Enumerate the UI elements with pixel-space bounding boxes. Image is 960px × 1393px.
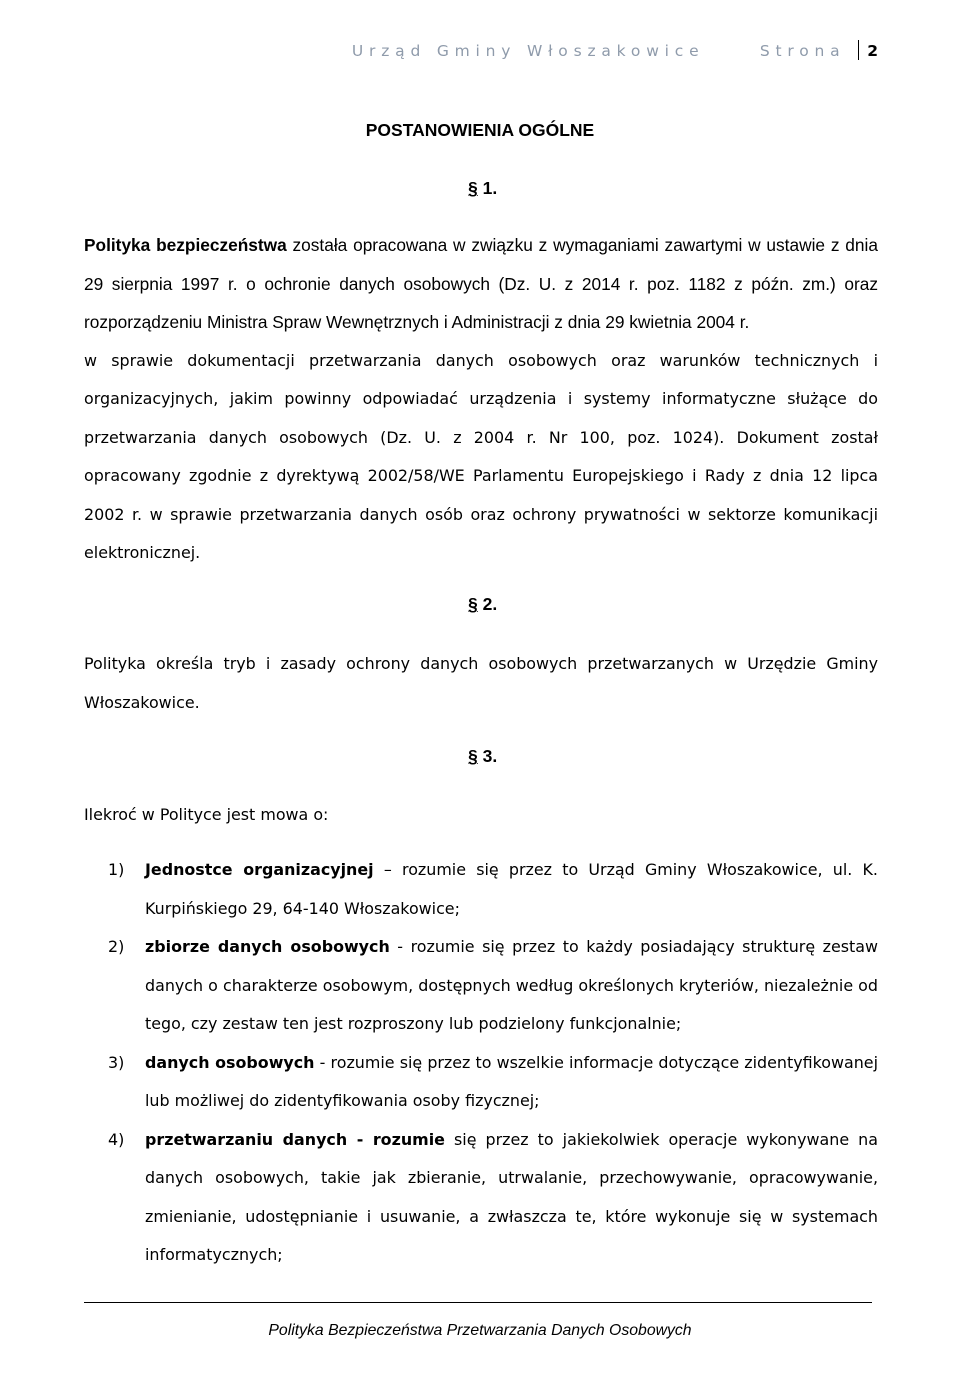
list-item-text: – rozumie się przez to Urząd Gminy Włoszakowice, ul. K. Kurpińskiego 29, 64-140 Włoszakowice; [145, 860, 878, 918]
paragraph-1-text: w sprawie dokumentacji przetwarzania danych osobowych oraz warunków technicznych i organizacyjnych, jakim powinny odpowiadać urządzenia i systemy informatyczne służące do przetwarzania danych osobowych (Dz. U. z 2004 r. Nr 100, poz. 1024). Dokument został opracowany zgodnie z dyrektywą 2002/58/WE Parlamentu Europejskiego i Rady z dnia 12 lipca 2002 r. w sprawie przetwarzania danych osób oraz ochrony prywatności w sektorze komunikacji elektronicznej. [84, 350, 878, 562]
header-divider [858, 40, 859, 60]
paragraph-2-heading [468, 594, 497, 615]
page-header [352, 40, 878, 60]
list-item-number: 4) [108, 1129, 125, 1149]
footer-divider [84, 1302, 872, 1303]
list-item-term: zbiorze danych osobowych [145, 937, 390, 956]
list-item-term: danych osobowych [145, 1052, 315, 1072]
paragraph-1-heading [468, 178, 497, 199]
paragraph-2-text: Polityka określa tryb i zasady ochrony danych osobowych przetwarzanych w Urzędzie Gminy Włoszakowice. [84, 654, 878, 712]
section-title: POSTANOWIENIA OGÓLNE [365, 120, 595, 140]
paragraph-sign: § [468, 178, 478, 198]
header-office: Urząd Gminy Włoszakowice [351, 42, 705, 60]
list-item [108, 1044, 878, 1121]
paragraph-sign: § [468, 746, 478, 766]
list-item-term: Jednostce organizacyjnej [145, 860, 374, 879]
list-item-term: przetwarzaniu danych - rozumie [145, 1129, 445, 1149]
list-item [108, 928, 878, 1044]
paragraph-3-heading [468, 746, 497, 767]
page-footer: Polityka Bezpieczeństwa Przetwarzania Danych Osobowych [268, 1322, 692, 1339]
paragraph-1-lead-bold: Polityka bezpieczeństwa [84, 235, 287, 255]
paragraph-sign: § [468, 594, 478, 614]
paragraph-1-lead [84, 226, 878, 342]
list-item-text: - rozumie się przez to wszelkie informacje dotyczące zidentyfikowanej lub możliwej do zidentyfikowania osoby fizycznej; [145, 1052, 878, 1110]
list-item [108, 851, 878, 928]
list-item-number: 1) [108, 860, 125, 879]
list-item-number: 2) [108, 937, 125, 956]
list-item [108, 1121, 878, 1275]
list-item-text: się przez to jakiekolwiek operacje wykonywane na danych osobowych, takie jak zbieranie, utrwalanie, przechowywanie, opracowywanie, zmienianie, udostępnianie i usuwanie, a zwłaszcza te, które wykonuje się w systemach informatycznych; [145, 1129, 878, 1264]
paragraph-1-body [84, 226, 878, 573]
list-item-text: - rozumie się przez to każdy posiadający strukturę zestaw danych o charakterze osobowym, dostępnych według określonych kryteriów, niezależnie od tego, czy zestaw ten jest rozproszony lub podzielony funkcjonalnie; [145, 937, 879, 1033]
list-item-number: 3) [108, 1052, 125, 1072]
paragraph-number: 2. [482, 594, 498, 614]
header-page-number: 2 [867, 42, 878, 60]
header-page-word: Strona [759, 42, 846, 60]
paragraph-number: 3. [482, 746, 498, 766]
paragraph-3-intro: Ilekroć w Polityce jest mowa o: [84, 805, 329, 824]
paragraph-1-lead-rest: została opracowana w związku z wymaganiami zawartymi w ustawie z dnia 29 sierpnia 1997 r. o ochronie danych osobowych (Dz. U. z 2014 r. poz. 1182 z późn. zm.) oraz rozporządzeniu Ministra Spraw Wewnętrznych i Administracji z dnia 29 kwietnia 2004 r. [84, 235, 878, 332]
paragraph-number: 1. [482, 178, 498, 198]
definitions-list [108, 851, 878, 1275]
